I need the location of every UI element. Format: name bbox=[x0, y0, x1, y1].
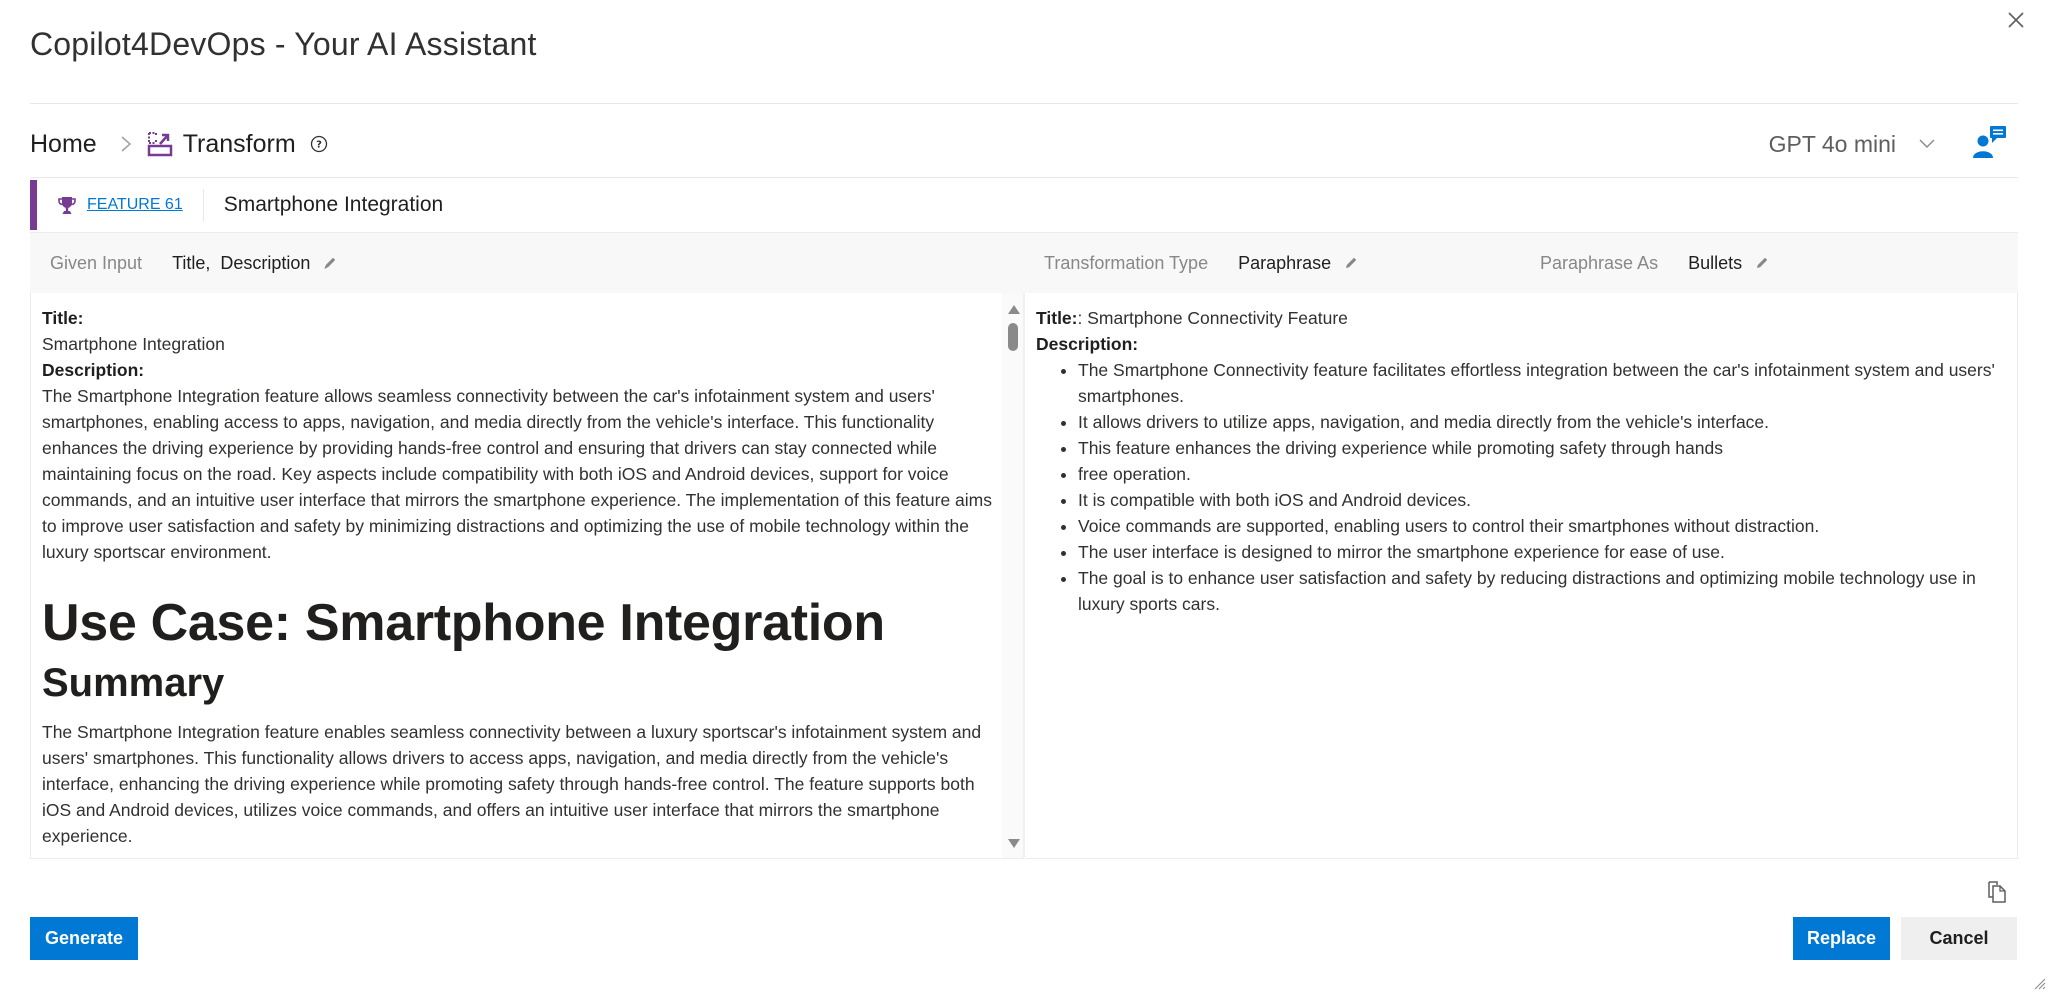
transform-icon bbox=[147, 131, 173, 157]
scroll-up-arrow-icon[interactable] bbox=[1008, 305, 1020, 314]
person-chat-icon[interactable] bbox=[1972, 124, 2008, 160]
dialog-title: Copilot4DevOps - Your AI Assistant bbox=[30, 26, 537, 62]
output-title-value: : Smartphone Connectivity Feature bbox=[1077, 308, 1348, 328]
input-scrollbar[interactable] bbox=[1002, 293, 1024, 858]
chevron-down-icon bbox=[1918, 138, 1936, 150]
list-item: • Voice commands are supported, enabling users to control their smartphones without distraction. bbox=[1078, 513, 1997, 539]
breadcrumb-divider bbox=[30, 177, 2018, 178]
work-item-separator bbox=[203, 189, 204, 221]
given-input-option bbox=[50, 233, 338, 293]
summary-heading: Summary bbox=[42, 661, 225, 705]
work-item-id-link[interactable]: FEATURE 61 bbox=[87, 196, 183, 213]
header-divider bbox=[30, 103, 2018, 104]
breadcrumb-current: Transform bbox=[182, 129, 296, 158]
output-panel bbox=[1025, 293, 2018, 859]
list-item: • The user interface is designed to mirror the smartphone experience for ease of use. bbox=[1078, 539, 1997, 565]
list-item: • It allows drivers to utilize apps, navigation, and media directly from the vehicle's interface. bbox=[1078, 409, 1997, 435]
cancel-button[interactable]: Cancel bbox=[1901, 917, 2017, 960]
work-item-title: Smartphone Integration bbox=[223, 193, 444, 216]
breadcrumb bbox=[30, 124, 328, 164]
edit-transformation-type-pencil-icon[interactable] bbox=[1343, 255, 1359, 271]
generate-button[interactable]: Generate bbox=[30, 917, 138, 960]
scroll-thumb[interactable] bbox=[1008, 323, 1018, 351]
input-description-label: Description: bbox=[42, 360, 145, 380]
chevron-right-icon bbox=[119, 134, 133, 154]
paraphrase-as-option bbox=[1540, 233, 1770, 293]
output-title-label: Title: bbox=[1036, 308, 1078, 328]
output-content bbox=[1036, 305, 1997, 617]
list-item: • The goal is to enhance user satisfaction and safety by reducing distractions and optimizing mobile technology use in luxury sports cars. bbox=[1078, 565, 1997, 617]
output-description-label: Description: bbox=[1036, 334, 1139, 354]
work-item-header bbox=[30, 180, 2018, 230]
input-title-label: Title: bbox=[42, 308, 84, 328]
paraphrase-as-label: Paraphrase As bbox=[1540, 252, 1659, 273]
transform-options-bar bbox=[30, 232, 2018, 294]
list-item: • free operation. bbox=[1078, 461, 1997, 487]
given-input-label: Given Input bbox=[50, 252, 143, 273]
resize-grip-icon[interactable] bbox=[2032, 976, 2046, 990]
input-content bbox=[42, 305, 1000, 849]
input-title-value: Smartphone Integration bbox=[42, 334, 225, 354]
list-item: • This feature enhances the driving experience while promoting safety through hands bbox=[1078, 435, 1997, 461]
list-item: • The Smartphone Connectivity feature facilitates effortless integration between the car's infotainment system and users' smartphones. bbox=[1078, 357, 1997, 409]
list-item: • It is compatible with both iOS and Android devices. bbox=[1078, 487, 1997, 513]
edit-given-input-pencil-icon[interactable] bbox=[322, 255, 338, 271]
paraphrase-as-value: Bullets bbox=[1688, 252, 1743, 273]
transformation-type-option bbox=[1044, 233, 1359, 293]
input-panel bbox=[30, 293, 1024, 859]
replace-button[interactable]: Replace bbox=[1793, 917, 1890, 960]
model-dropdown[interactable] bbox=[1769, 124, 1936, 164]
close-icon[interactable] bbox=[2004, 8, 2028, 32]
scroll-down-arrow-icon[interactable] bbox=[1008, 839, 1020, 848]
transformation-type-label: Transformation Type bbox=[1044, 252, 1209, 273]
help-circle-icon[interactable] bbox=[310, 135, 328, 153]
given-input-value: Title, Description bbox=[172, 252, 311, 273]
transformation-type-value: Paraphrase bbox=[1238, 252, 1332, 273]
copy-icon[interactable] bbox=[1986, 880, 2008, 904]
use-case-heading: Use Case: Smartphone Integration bbox=[42, 594, 885, 652]
trophy-icon bbox=[57, 195, 77, 215]
output-bullet-list bbox=[1036, 357, 1997, 617]
svg-text:?: ? bbox=[315, 139, 322, 151]
summary-text: The Smartphone Integration feature enables seamless connectivity between a luxury sportscar's infotainment system and users' smartphones. This functionality allows drivers to access apps, navigation, and media directly from the vehicle's interface, enhancing the driving experience while promoting safety through hands-free control. The feature supports both iOS and Android devices, utilizes voice commands, and offers an intuitive user interface that mirrors the smartphone experience. bbox=[42, 722, 982, 846]
model-selected-label: GPT 4o mini bbox=[1768, 130, 1896, 157]
edit-paraphrase-as-pencil-icon[interactable] bbox=[1754, 255, 1770, 271]
breadcrumb-home[interactable]: Home bbox=[30, 129, 97, 158]
input-description-text: The Smartphone Integration feature allows seamless connectivity between the car's infotainment system and users' smartphones, enabling access to apps, navigation, and media directly from the vehicle's interface. This functionality enhances the driving experience by providing hands-free control and ensuring that drivers can stay connected while maintaining focus on the road. Key aspects include compatibility with both iOS and Android devices, support for voice commands, and an intuitive user interface that mirrors the smartphone experience. The implementation of this feature aims to improve user satisfaction and safety by minimizing distractions and optimizing the use of mobile technology within the luxury sportscar environment. bbox=[42, 386, 993, 562]
